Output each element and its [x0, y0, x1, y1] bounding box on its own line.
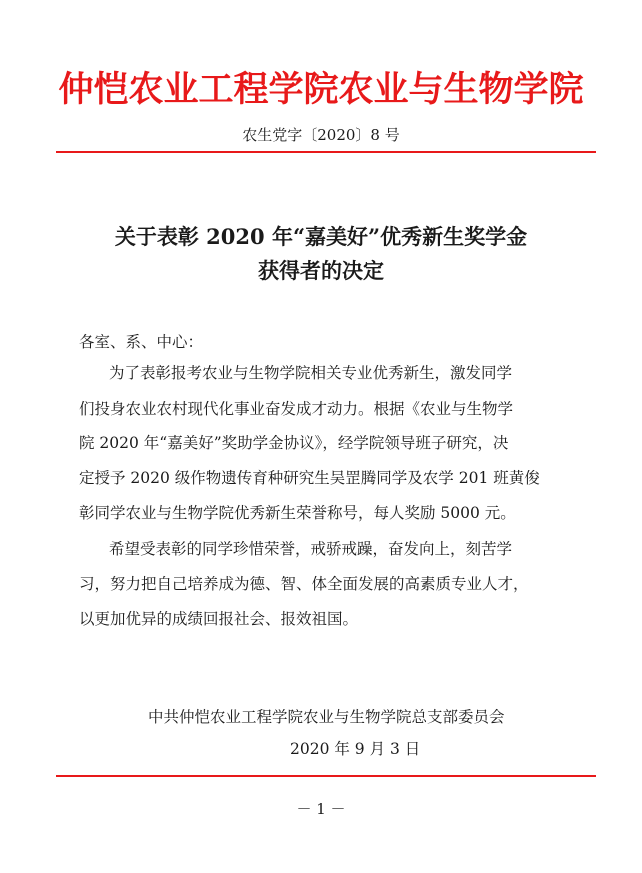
- salutation: 各室、系、中心：: [79, 333, 204, 351]
- organization-header: 仲恺农业工程学院农业与生物学院: [58, 69, 584, 110]
- signature-organization: 中共仲恺农业工程学院农业与生物学院总支部委员会: [148, 708, 505, 726]
- paragraph1-line: 定授予 2020 级作物遗传育种研究生吴罡腾同学及农学 201 班黄俊: [79, 469, 540, 487]
- paragraph1-line: 院 2020 年“嘉美好”奖助学金协议》，经学院领导班子研究，决: [79, 434, 509, 452]
- document-title-line-1: 关于表彰 2020 年“嘉美好”优秀新生奖学金: [114, 224, 528, 249]
- document-number: 农生党字〔2020〕8 号: [242, 126, 400, 144]
- signature-date: 2020 年 9 月 3 日: [290, 740, 421, 758]
- paragraph2-line: 习，努力把自己培养成为德、智、体全面发展的高素质专业人才，: [79, 575, 529, 593]
- paragraph2-line: 以更加优异的成绩回报社会、报效祖国。: [79, 610, 359, 628]
- document-title-line-2: 获得者的决定: [258, 258, 384, 283]
- footer-divider: [56, 775, 596, 777]
- paragraph1-line: 们投身农业农村现代化事业奋发成才动力。根据《农业与生物学: [79, 400, 514, 418]
- paragraph2-line: 希望受表彰的同学珍惜荣誉，戒骄戒躁，奋发向上，刻苦学: [109, 540, 513, 558]
- paragraph1-line: 彰同学农业与生物学院优秀新生荣誉称号，每人奖励 5000 元。: [79, 504, 516, 522]
- header-divider: [56, 151, 596, 153]
- page-number: － 1 －: [296, 800, 346, 818]
- paragraph1-line: 为了表彰报考农业与生物学院相关专业优秀新生，激发同学: [109, 364, 513, 382]
